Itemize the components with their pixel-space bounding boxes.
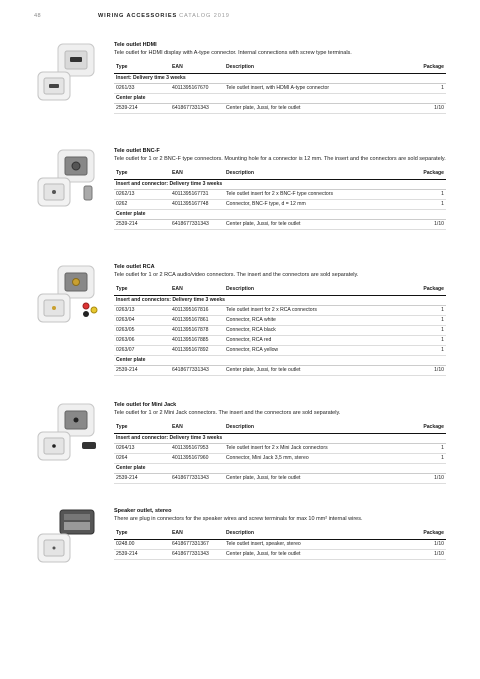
- table-row: 2539-214 6418677331343 Center plate, Jussi, for tele outlet 1/10: [116, 551, 444, 557]
- hdmi-outlet-product-image: [34, 42, 106, 114]
- section-description: Tele outlet for HDMI display with A-type connector. Internal connections with screw type terminals.: [114, 50, 352, 56]
- catalog-title: WIRING ACCESSORIES: [98, 13, 178, 19]
- col-package-header: Package: [384, 529, 446, 539]
- col-ean-header: EAN: [170, 423, 224, 433]
- table-row: 0262 4011395167748 Connector, BNC-F type, d = 12 mm 1: [116, 201, 444, 207]
- table-row: 2539-214 6418677331343 Center plate, Jussi, for tele outlet 1/10: [116, 475, 444, 481]
- table-row: 2539-214 6418677331343 Center plate, Jussi, for tele outlet 1/10: [116, 105, 444, 111]
- section-description: There are plug in connectors for the speaker wires and screw terminals for max 10 mm² internal wires.: [114, 516, 363, 522]
- section-title: Tele outlet BNC-F: [114, 148, 160, 154]
- table-group-row: Center plate: [114, 93, 446, 103]
- product-table: [114, 285, 446, 376]
- col-type-header: Type: [114, 529, 170, 539]
- col-package-header: Package: [384, 423, 446, 433]
- table-row: 2539-214 6418677331343 Center plate, Jussi, for tele outlet 1/10: [116, 367, 444, 373]
- table-row: 0264 4011395167960 Connector, Mini Jack 3,5 mm, stereo 1: [116, 455, 444, 461]
- section-title: Tele outlet HDMI: [114, 42, 157, 48]
- table-group-row: Center plate: [114, 355, 446, 365]
- speaker-outlet-product-image: [34, 508, 106, 580]
- col-package-header: Package: [384, 169, 446, 179]
- section-title: Speaker outlet, stereo: [114, 508, 172, 514]
- table-row: 0263/06 4011395167885 Connector, RCA red 1: [116, 337, 444, 343]
- col-package-header: Package: [384, 285, 446, 295]
- col-type-header: Type: [114, 169, 170, 179]
- product-table: [114, 529, 446, 560]
- col-description-header: Description: [224, 285, 384, 295]
- col-ean-header: EAN: [170, 169, 224, 179]
- col-description-header: Description: [224, 169, 384, 179]
- table-row: 0264/13 4011395167953 Tele outlet insert for 2 x Mini Jack connectors 1: [116, 445, 444, 451]
- table-group-row: Insert: Delivery time 3 weeks: [114, 73, 446, 83]
- bnc-outlet-product-image: [34, 148, 106, 220]
- table-group-row: Insert and connector: Delivery time 3 weeks: [114, 433, 446, 443]
- section-title: Tele outlet RCA: [114, 264, 155, 270]
- col-type-header: Type: [114, 285, 170, 295]
- page-header: [34, 13, 230, 19]
- table-row: 0261/33 4011395167670 Tele outlet insert, with HDMI A-type connector 1: [116, 85, 444, 91]
- section-content: [114, 402, 446, 484]
- section-content: [114, 264, 446, 376]
- col-description-header: Description: [224, 529, 384, 539]
- table-row: 0263/13 4011395167816 Tele outlet insert for 2 x RCA connectors 1: [116, 307, 444, 313]
- table-header-row: [114, 169, 446, 179]
- table-row: 0262/13 4011395167731 Tele outlet insert for 2 x BNC-F type connectors 1: [116, 191, 444, 197]
- col-description-header: Description: [224, 423, 384, 433]
- section-content: [114, 508, 446, 560]
- table-row: 0263/05 4011395167878 Connector, RCA black 1: [116, 327, 444, 333]
- section-description: Tele outlet for 1 or 2 BNC-F type connectors. Mounting hole for a connector is 12 mm. The insert and the connectors are sold separately.: [114, 156, 446, 162]
- table-group-row: Center plate: [114, 463, 446, 473]
- table-header-row: [114, 423, 446, 433]
- product-table: [114, 423, 446, 484]
- section-description: Tele outlet for 1 or 2 RCA audio/video connectors. The insert and the connectors are sold separately.: [114, 272, 359, 278]
- table-row: 0263/04 4011395167861 Connector, RCA white 1: [116, 317, 444, 323]
- table-row: 2539-214 6418677331343 Center plate, Jussi, for tele outlet 1/10: [116, 221, 444, 227]
- product-table: [114, 63, 446, 114]
- table-row: 0248.00 6418677331367 Tele outlet insert, speaker, stereo 1/10: [116, 541, 444, 547]
- section-content: [114, 42, 446, 114]
- section-description: Tele outlet for 1 or 2 Mini Jack connectors. The insert and the connectors are sold separately.: [114, 410, 341, 416]
- rca-outlet-product-image: [34, 264, 106, 336]
- table-row: 0263/07 4011395167892 Connector, RCA yellow 1: [116, 347, 444, 353]
- col-package-header: Package: [384, 63, 446, 73]
- table-group-row: Insert and connector: Delivery time 3 weeks: [114, 179, 446, 189]
- table-header-row: [114, 63, 446, 73]
- page-number: 48: [34, 13, 42, 19]
- table-group-row: Insert and connectors: Delivery time 3 weeks: [114, 295, 446, 305]
- catalog-year: CATALOG 2019: [179, 13, 230, 19]
- col-ean-header: EAN: [170, 63, 224, 73]
- table-group-row: Center plate: [114, 209, 446, 219]
- mini-jack-outlet-product-image: [34, 402, 106, 474]
- section-title: Tele outlet for Mini Jack: [114, 402, 177, 408]
- col-type-header: Type: [114, 423, 170, 433]
- col-ean-header: EAN: [170, 529, 224, 539]
- product-table: [114, 169, 446, 230]
- table-header-row: [114, 285, 446, 295]
- table-header-row: [114, 529, 446, 539]
- section-content: [114, 148, 446, 230]
- col-description-header: Description: [224, 63, 384, 73]
- col-ean-header: EAN: [170, 285, 224, 295]
- col-type-header: Type: [114, 63, 170, 73]
